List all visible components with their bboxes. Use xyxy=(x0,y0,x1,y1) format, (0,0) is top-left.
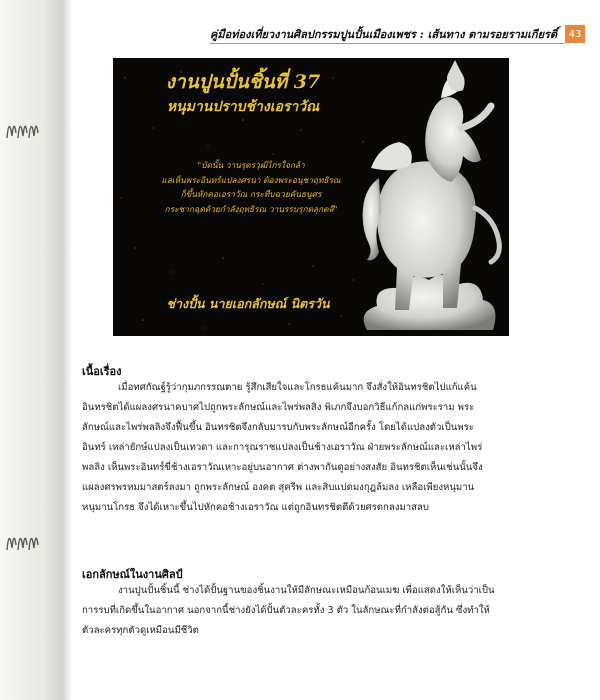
header-title: คู่มือท่องเที่ยวงานศิลปกรรมปูนปั้นเมืองเพชร : เส้นทาง ตามรอยรามเกียรติ์ xyxy=(210,25,565,44)
ornament-icon xyxy=(4,108,44,142)
paragraph-line: หนุมานโกรธ จึงได้เหาะขึ้นไปหักคอช้างเอราวัณ แต่ถูกอินทรชิตตีด้วยศรตกลงมาสลบ xyxy=(82,502,429,513)
section-heading-artistic-identity: เอกลักษณ์ในงานศิลป์ xyxy=(82,568,183,581)
paragraph-line: ลักษณ์และไพร่พลลิงจึงฟื้นขึ้น อินทรชิตจึงกลับมารบกับพระลักษณ์อีกครั้ง โดยได้แปลงตัวเป็นพระ xyxy=(82,422,474,433)
verse-line: ก็ขึ้นหักคอเอราวัณ กระทืบฉวยคันธนูศร xyxy=(180,189,322,199)
figure-verse xyxy=(117,158,385,216)
page-margin-strip xyxy=(0,0,62,700)
figure-artisan-credit: ช่างปั้น นายเอกลักษณ์ นิตรวัน xyxy=(166,296,330,311)
verse-line: กระชากฉุดด้วยกำลังฤทธิรณ วานรรบรุกตลุกตลี" xyxy=(164,203,338,214)
page-fold-shadow xyxy=(62,0,72,700)
paragraph-line: แผลงศรพรหมมาสตร์ลงมา ถูกพระลักษณ์ องคต สุครีพ และสิบแปดมงกุฎล้มลง เหลือเพียงหนุมาน xyxy=(82,482,475,493)
figure-subtitle: หนุมานปราบช้างเอราวัณ xyxy=(166,99,320,115)
artistic-identity-paragraph xyxy=(82,581,584,641)
running-header xyxy=(210,24,585,44)
page-number-badge: 43 xyxy=(565,25,585,43)
hanuman-elephant-sculpture-image xyxy=(349,58,509,336)
paragraph-line: งานปูนปั้นชิ้นนี้ ช่างได้ปั้นฐานของชิ้นงานให้มีลักษณะเหมือนก้อนเมฆ เพื่อแสดงให้เห็นว่าเป็น xyxy=(118,585,495,596)
figure-title: งานปูนปั้นชิ้นที่ 37 xyxy=(165,71,321,93)
paragraph-line: พลลิง เห็นพระอินทร์ขี่ช้างเอราวัณเหาะอยู่บนอากาศ ต่างพากันดูอย่างสงสัย อินทรชิตเห็นเช่นนั้นจึง xyxy=(82,462,483,473)
sculpture-photo-panel xyxy=(113,58,509,336)
paragraph-line: อินทร์ เหล่ายักษ์แปลงเป็นเทวดา และการุณราชแปลงเป็นช้างเอราวัณ ฝ่ายพระลักษณ์และเหล่าไพร่ xyxy=(82,442,483,453)
paragraph-line: ตัวละครทุกตัวดูเหมือนมีชีวิต xyxy=(82,625,199,636)
verse-line: แลเห็นพระอินทร์แปลงศรนา ต้องพระอนุชาฤทธิรณ xyxy=(161,174,341,185)
ornament-icon xyxy=(4,520,44,554)
paragraph-line: เมื่อทศกัณฐ์รู้ว่ากุมภกรรณตาย รู้สึกเสียใจและโกรธแค้นมาก จึงสั่งให้อินทรชิตไปแก้แค้น xyxy=(118,382,477,393)
paragraph-line: การรบที่เกิดขึ้นในอากาศ นอกจากนี้ช่างยังได้ปั้นตัวละครทั้ง 3 ตัว ในลักษณะที่กำลังต่อสู้กัน ซึ่งทำให้ xyxy=(82,605,490,616)
section-heading-story: เนื้อเรื่อง xyxy=(82,365,122,378)
story-paragraph xyxy=(82,378,584,518)
paragraph-line: อินทรชิตได้แผลงศรนาคบาศไปถูกพระลักษณ์และไพร่พลสิง พิเภกจึงบอกวิธีแก้กลแก่พระราม พระ xyxy=(82,402,475,413)
verse-line: "บัดนั้น วานรุตรวุฒิไกรใจกล้า xyxy=(197,160,305,170)
